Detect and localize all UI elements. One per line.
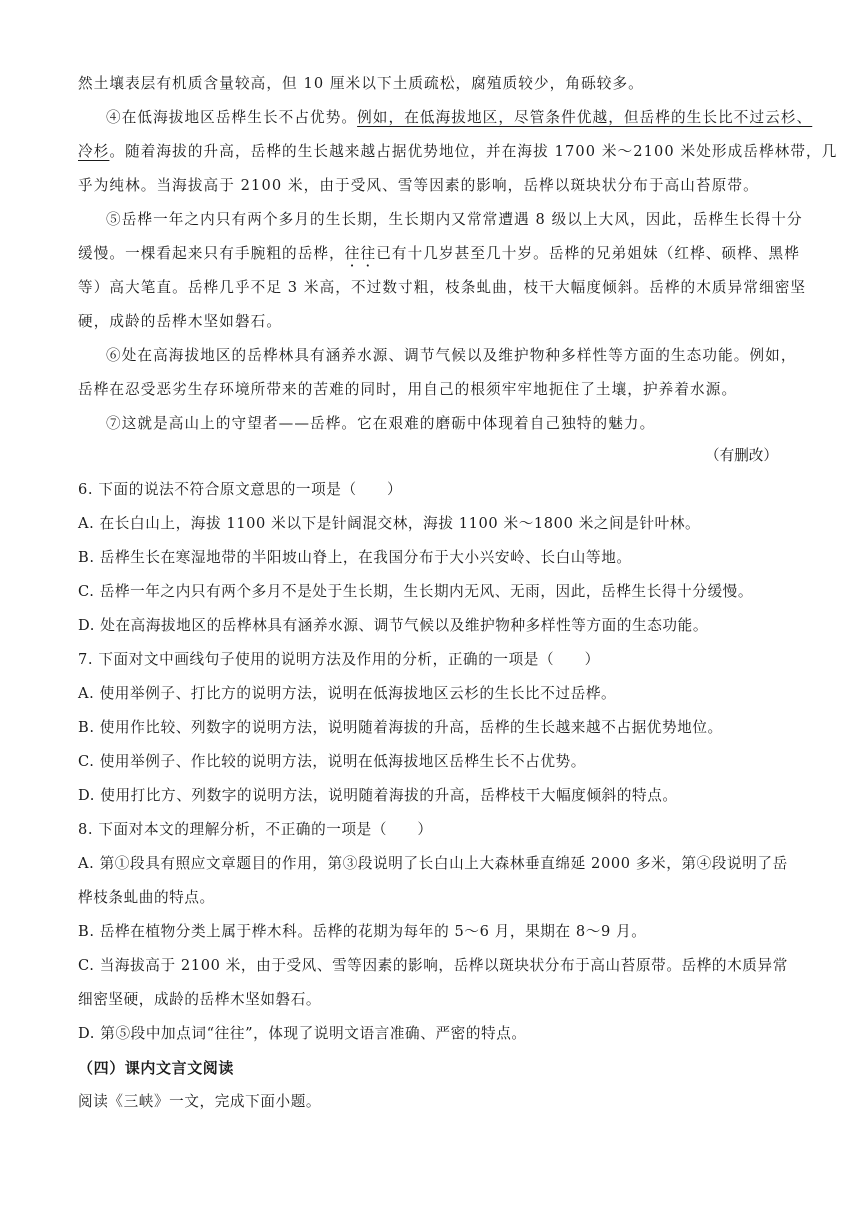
paragraph-4-opening: ④在低海拔地区岳桦生长不占优势。 — [106, 109, 358, 126]
question-7-option-d: D. 使用打比方、列数字的说明方法，说明随着海拔的升高，岳桦枝干大幅度倾斜的特点。 — [78, 787, 678, 804]
question-8-option-a-continued: 桦枝条虬曲的特点。 — [78, 889, 215, 906]
question-8-option-b: B. 岳桦在植物分类上属于桦木科。岳桦的花期为每年的 5～6 月，果期在 8～9 月。 — [78, 923, 647, 940]
question-8-option-c-continued: 细密坚硬，成龄的岳桦木坚如磐石。 — [78, 991, 322, 1008]
paragraph-4-line-1 — [106, 108, 812, 128]
paragraph-5-text-after: 已有十几岁甚至几十岁。岳桦的兄弟姐妹（红桦、硕桦、黑桦 — [376, 245, 800, 262]
paragraph-5-line-1: ⑤岳桦一年之内只有两个多月的生长期，生长期内又常常遭遇 8 级以上大风，因此，岳桦生长得十分 — [106, 211, 803, 228]
emphasis-dotted-char: 往 — [344, 245, 361, 262]
question-7-option-b: B. 使用作比较、列数字的说明方法，说明随着海拔的升高，岳桦的生长越来越不占据优势地位。 — [78, 719, 723, 736]
question-7-option-a: A. 使用举例子、打比方的说明方法，说明在低海拔地区云杉的生长比不过岳桦。 — [78, 685, 617, 702]
question-8-option-d: D. 第⑤段中加点词“往往”，体现了说明文语言准确、严密的特点。 — [78, 1025, 527, 1042]
paragraph-4-line-2 — [78, 142, 837, 162]
source-note: （有删改） — [705, 447, 778, 464]
question-7-option-c: C. 使用举例子、作比较的说明方法，说明在低海拔地区岳桦生长不占优势。 — [78, 753, 586, 770]
paragraph-6-line-1: ⑥处在高海拔地区的岳桦林具有涵养水源、调节气候以及维护物种多样性等方面的生态功能。例如， — [106, 347, 797, 364]
paragraph-7: ⑦这就是高山上的守望者——岳桦。它在艰难的磨砺中体现着自己独特的魅力。 — [106, 415, 656, 432]
section-instruction: 阅读《三峡》一文，完成下面小题。 — [78, 1093, 322, 1110]
paragraph-5-line-4: 硬，成龄的岳桦木坚如磐石。 — [78, 313, 283, 330]
section-heading: （四）课内文言文阅读 — [78, 1059, 235, 1077]
question-6-stem: 6. 下面的说法不符合原文意思的一项是（ ） — [78, 481, 403, 498]
question-8-option-c: C. 当海拔高于 2100 米，由于受风、雪等因素的影响，岳桦以斑块状分布于高山苔原带。岳桦的木质异常 — [78, 957, 788, 974]
question-7-stem: 7. 下面对文中画线句子使用的说明方法及作用的分析，正确的一项是（ ） — [78, 651, 600, 668]
paragraph-6-line-2: 岳桦在忍受恶劣生存环境所带来的苦难的同时，用自己的根须牢牢地扼住了土壤，护养着水源。 — [78, 381, 738, 398]
question-6-option-a: A. 在长白山上，海拔 1100 米以下是针阔混交林，海拔 1100 米～1800 米之间是针叶林。 — [78, 515, 701, 532]
paragraph-4-continuation: 。随着海拔的升高，岳桦的生长越来越占据优势地位，并在海拔 1700 米～2100 米处形成岳桦林带，几 — [109, 143, 838, 160]
emphasis-dotted-char: 往 — [360, 245, 377, 262]
question-6-option-d: D. 处在高海拔地区的岳桦林具有涵养水源、调节气候以及维护物种多样性等方面的生态功能。 — [78, 617, 709, 634]
underlined-sentence-part-1: 例如，在低海拔地区，尽管条件优越，但岳桦的生长比不过云杉、 — [357, 109, 813, 126]
passage-line: 然土壤表层有机质含量较高，但 10 厘米以下土质疏松，腐殖质较少，角砾较多。 — [78, 75, 644, 92]
question-6-option-c: C. 岳桦一年之内只有两个多月不是处于生长期，生长期内无风、无雨，因此，岳桦生长得十分缓慢。 — [78, 583, 754, 600]
paragraph-4-line-3: 乎为纯林。当海拔高于 2100 米，由于受风、雪等因素的影响，岳桦以斑块状分布于高山苔原带。 — [78, 177, 759, 194]
question-8-stem: 8. 下面对本文的理解分析，不正确的一项是（ ） — [78, 821, 433, 838]
paragraph-5-line-2 — [78, 244, 800, 264]
paragraph-5-line-3: 等）高大笔直。岳桦几乎不足 3 米高，不过数寸粗，枝条虬曲，枝干大幅度倾斜。岳桦的木质异常细密坚 — [78, 279, 807, 296]
paragraph-5-text-before: 缓慢。一棵看起来只有手腕粗的岳桦， — [78, 245, 345, 262]
underlined-sentence-part-2: 冷杉 — [78, 143, 110, 160]
question-6-option-b: B. 岳桦生长在寒湿地带的半阳坡山脊上，在我国分布于大小兴安岭、长白山等地。 — [78, 549, 632, 566]
question-8-option-a: A. 第①段具有照应文章题目的作用，第③段说明了长白山上大森林垂直绵延 2000 多米，第④段说明了岳 — [78, 855, 788, 872]
